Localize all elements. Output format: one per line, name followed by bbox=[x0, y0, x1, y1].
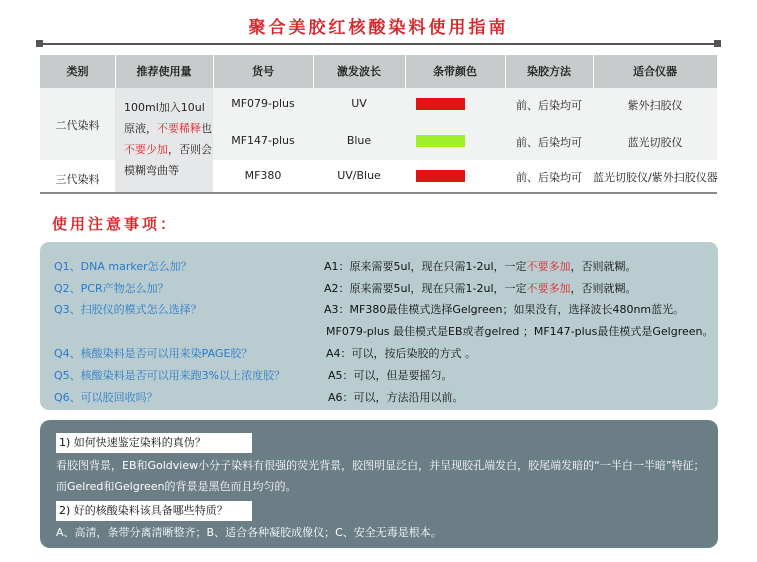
table-row-wave: UV/Blue bbox=[337, 169, 381, 182]
faq-question: Q4、核酸染料是否可以用来染PAGE胶？ bbox=[54, 347, 253, 360]
panel-text: 看胶图背景，EB和Goldview小分子染料有很强的荧光背景，胶图明显泛白，并呈现胶孔端发白，胶尾端发暗的“一半白一半暗”特征； bbox=[56, 459, 705, 472]
title-rule bbox=[40, 43, 717, 45]
table-bottom-rule bbox=[40, 192, 717, 194]
answer-warning: 不要多加 bbox=[526, 260, 571, 273]
table-row-instrument: 紫外扫胶仪 bbox=[627, 99, 683, 112]
faq-question: Q5、核酸染料是否可以用来跑3%以上浓度胶？ bbox=[54, 369, 286, 382]
recommend-line bbox=[124, 139, 214, 160]
faq-question: Q6、可以胶回收吗？ bbox=[54, 391, 158, 404]
recommend-warning: 不要少加 bbox=[124, 143, 168, 156]
title-rule-right-dot bbox=[714, 40, 721, 47]
header-instrument: 适合仪器 bbox=[633, 65, 677, 78]
table-row-instrument: 蓝光切胶仪/紫外扫胶仪器 bbox=[593, 171, 718, 184]
notes-title: 使用注意事项： bbox=[52, 215, 179, 233]
band-color-red bbox=[416, 170, 465, 182]
usage-table bbox=[40, 55, 717, 195]
answer-fragment: ，否则就糊。 bbox=[570, 282, 637, 295]
header-band-color: 条带颜色 bbox=[433, 65, 477, 78]
recommend-line bbox=[124, 118, 214, 139]
quality-panel bbox=[40, 420, 718, 548]
recommend-fragment: 原液， bbox=[124, 122, 157, 135]
gen2-label: 二代染料 bbox=[55, 119, 100, 132]
header-divider bbox=[115, 55, 116, 88]
page-title: 聚合美胶红核酸染料使用指南 bbox=[248, 18, 509, 38]
answer-fragment: A2：原来需要5ul，现在只需1-2ul，一定 bbox=[324, 282, 527, 295]
faq-answer: A5：可以，但是要摇匀。 bbox=[328, 369, 453, 382]
table-row-code: MF380 bbox=[244, 169, 282, 182]
faq-answer: A3：MF380最佳模式选择Gelgreen；如果没有，选择波长480nm蓝光。 bbox=[324, 303, 685, 316]
header-recommend: 推荐使用量 bbox=[136, 65, 192, 78]
header-wavelength: 激发波长 bbox=[337, 65, 381, 78]
faq-question: Q2、PCR产物怎么加？ bbox=[54, 282, 169, 295]
answer-warning: 不要多加 bbox=[526, 282, 571, 295]
gen3-label: 三代染料 bbox=[55, 173, 100, 186]
answer-fragment: A1：原来需要5ul，现在只需1-2ul，一定 bbox=[324, 260, 527, 273]
recommend-fragment: ，否则会 bbox=[168, 143, 212, 156]
recommend-text bbox=[124, 97, 214, 181]
panel-text: 而Gelred和Gelgreen的背景是黑色而且均匀的。 bbox=[56, 480, 297, 493]
band-color-green bbox=[416, 135, 465, 147]
recommend-fragment: 也 bbox=[201, 122, 212, 135]
faq-box bbox=[40, 242, 718, 410]
table-row-method: 前、后染均可 bbox=[516, 136, 582, 149]
panel-text: A、高清，条带分离清晰整齐；B、适合各种凝胶成像仪；C、安全无毒是根本。 bbox=[56, 526, 442, 539]
panel-question: 1) 如何快速鉴定染料的真伪？ bbox=[56, 433, 252, 453]
faq-question: Q1、DNA marker怎么加？ bbox=[54, 260, 192, 273]
table-row-method: 前、后染均可 bbox=[516, 99, 582, 112]
recommend-line: 模糊弯曲等 bbox=[124, 164, 179, 177]
table-header bbox=[40, 55, 717, 88]
panel-question: 2) 好的核酸染料该具备哪些特质？ bbox=[56, 501, 252, 521]
header-divider bbox=[593, 55, 594, 88]
recommend-warning: 不要稀释 bbox=[157, 122, 201, 135]
faq-question: Q3、扫胶仪的模式怎么选择？ bbox=[54, 303, 202, 316]
faq-answer: A4：可以，按后染胶的方式 。 bbox=[326, 347, 477, 360]
table-row-code: MF147-plus bbox=[231, 134, 295, 147]
band-color-red bbox=[416, 98, 465, 110]
table-row-wave: Blue bbox=[346, 134, 372, 147]
header-category: 类别 bbox=[66, 65, 89, 78]
table-row-wave: UV bbox=[351, 97, 367, 110]
table-row-method: 前、后染均可 bbox=[516, 171, 582, 184]
faq-answer: MF079-plus 最佳模式是EB或者gelred ；MF147-plus最佳模式是Gelgreen。 bbox=[326, 325, 714, 338]
header-method: 染胶方法 bbox=[527, 65, 571, 78]
header-divider bbox=[405, 55, 406, 88]
table-row-instrument: 蓝光切胶仪 bbox=[627, 136, 683, 149]
answer-fragment: ，否则就糊。 bbox=[570, 260, 637, 273]
table-row-code: MF079-plus bbox=[231, 97, 295, 110]
header-code: 货号 bbox=[252, 65, 274, 78]
header-divider bbox=[213, 55, 214, 88]
faq-answer: A6：可以，方法沿用以前。 bbox=[328, 391, 464, 404]
recommend-line: 100ml加入10ul bbox=[124, 101, 205, 114]
faq-answer bbox=[324, 258, 637, 274]
faq-answer bbox=[324, 280, 637, 296]
header-divider bbox=[505, 55, 506, 88]
header-divider bbox=[313, 55, 314, 88]
